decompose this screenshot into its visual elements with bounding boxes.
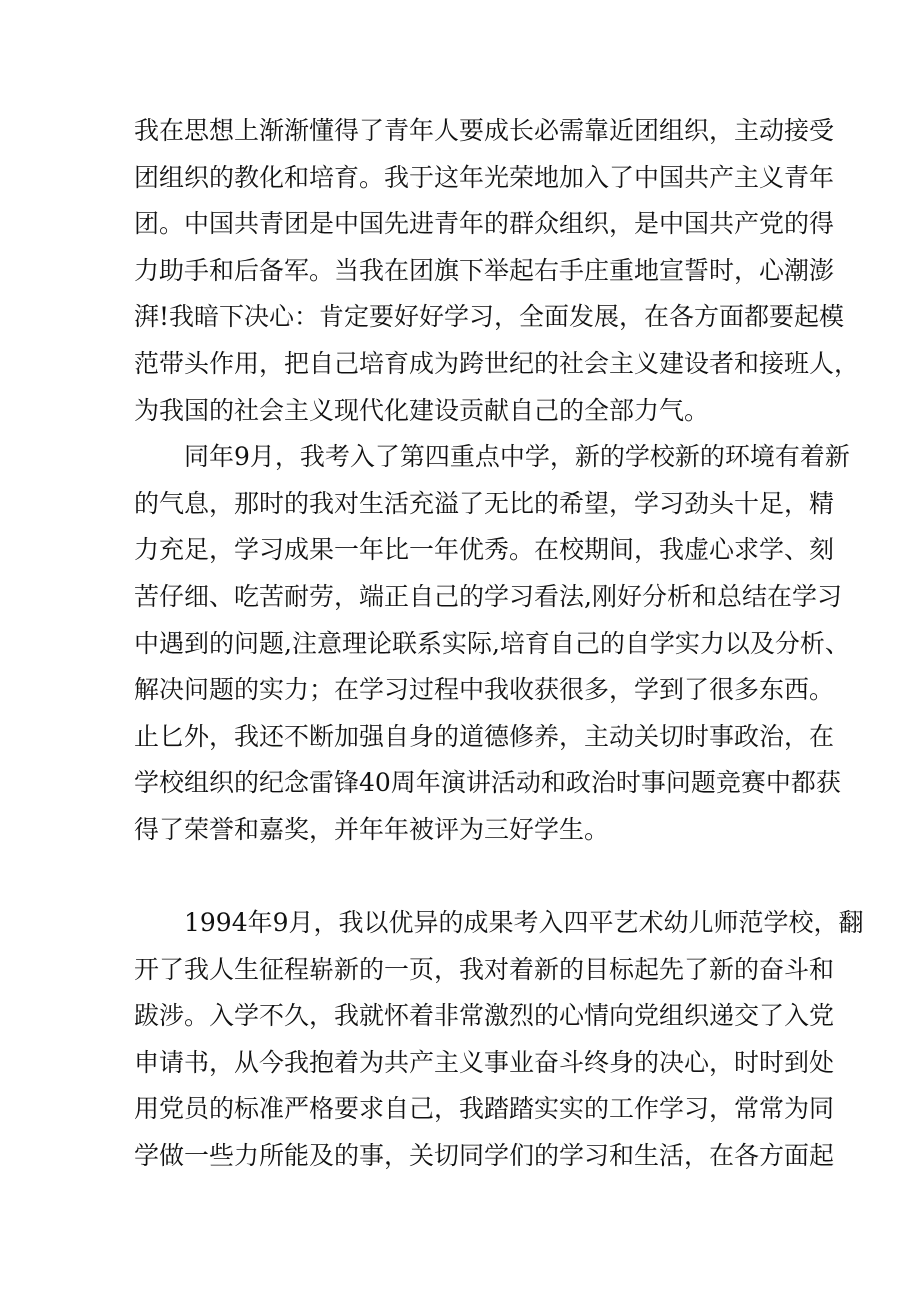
text-line: 范带头作用，把自己培育成为跨世纪的社会主义建设者和接班人， [134, 348, 860, 378]
text-line: 止匕外，我还不断加强自身的道德修养，主动关切时事政治，在 [134, 721, 835, 751]
text-line: 开了我人生征程崭新的一页，我对着新的目标起先了新的奋斗和 [134, 954, 835, 984]
text-line: 跋涉。入学不久，我就怀着非常激烈的心情向党组织递交了入党 [134, 1001, 835, 1031]
text-line: 苦仔细、吃苦耐劳，端正自己的学习看法,刚好分析和总结在学习 [134, 581, 842, 611]
text-line: 1994年9月，我以优异的成果考入四平艺术幼儿师范学校，翻 [184, 908, 864, 938]
text-line: 的气息，那时的我对生活充溢了无比的希望，学习劲头十足，精 [134, 488, 835, 518]
text-line [134, 854, 804, 901]
text-line: 申请书，从今我抱着为共产主义事业奋斗终身的决心，时时到处 [134, 1047, 835, 1077]
text-line: 力助手和后备军。当我在团旗下举起右手庄重地宣誓时，心潮澎 [134, 255, 835, 285]
text-line: 为我国的社会主义现代化建设贡献自己的全部力气。 [134, 395, 710, 425]
text-line: 湃!我暗下决心：肯定要好好学习，全面发展，在各方面都要起模 [134, 302, 845, 332]
text-line: 解决问题的实力；在学习过程中我收获很多，学到了很多东西。 [134, 675, 835, 705]
paragraph-3 [134, 900, 864, 1180]
text-line: 学校组织的纪念雷锋40周年演讲活动和政治时事问题竞赛中都获 [134, 768, 841, 798]
paragraph-1 [134, 108, 860, 434]
paragraph-2 [134, 434, 850, 900]
text-line: 团。中国共青团是中国先进青年的群众组织，是中国共产党的得 [134, 209, 835, 239]
text-line: 团组织的教化和培育。我于这年光荣地加入了中国共产主义青年 [134, 162, 835, 192]
text-line: 得了荣誉和嘉奖，并年年被评为三好学生。 [134, 814, 610, 844]
text-line: 中遇到的问题,注意理论联系实际,培育自己的自学实力以及分析、 [134, 628, 850, 658]
document-body [134, 108, 864, 1180]
text-line: 力充足，学习成果一年比一年优秀。在校期间，我虚心求学、刻 [134, 535, 835, 565]
text-line: 我在思想上渐渐懂得了青年人要成长必需靠近团组织，主动接受 [134, 116, 835, 145]
text-line: 同年9月，我考入了第四重点中学，新的学校新的环境有着新 [184, 442, 850, 472]
text-line: 用党员的标准严格要求自己，我踏踏实实的工作学习，常常为同 [134, 1094, 835, 1124]
text-line: 学做一些力所能及的事，关切同学们的学习和生活，在各方面起 [134, 1141, 835, 1171]
